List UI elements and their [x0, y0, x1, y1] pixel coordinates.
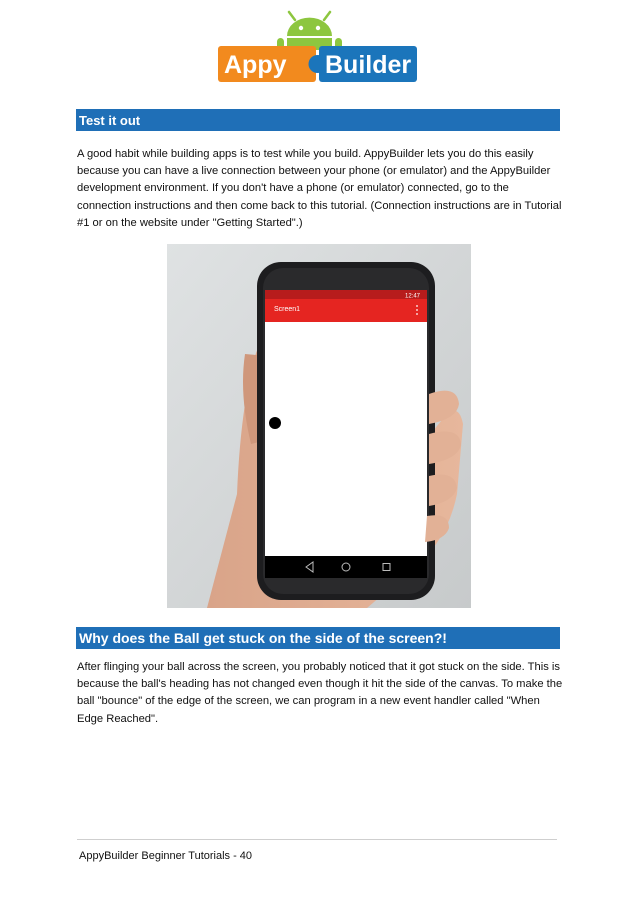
section-heading-text: Why does the Ball get stuck on the side of the screen?!: [79, 630, 447, 646]
section-heading-test-it-out: [76, 109, 560, 131]
section-paragraph: A good habit while building apps is to test while you build. AppyBuilder lets you do this easily because you can have a live connection between your phone (or emulator) and the AppyBuilder development environment. If you don't have a phone (or emulator) connected, go to the connection instructions and then come back to this tutorial. (Connection instructions are in Tutorial #1 or on the website under "Getting Started".): [77, 148, 562, 229]
phone-screen: [265, 290, 427, 556]
footer-divider: [77, 839, 557, 840]
ball-sprite: [269, 417, 281, 429]
hand-holding-phone-photo: [167, 244, 471, 608]
app-screen-title: Screen1: [274, 306, 301, 313]
appybuilder-logo: [215, 6, 420, 84]
logo-word-builder: Builder: [325, 51, 412, 79]
page-footer: AppyBuilder Beginner Tutorials - 40: [79, 850, 253, 862]
section-heading-text: Test it out: [79, 112, 141, 128]
status-time: 12:47: [405, 293, 421, 300]
overflow-menu-icon: [416, 305, 418, 315]
status-bar: [265, 290, 427, 299]
logo-word-appy: Appy: [224, 51, 287, 79]
section-paragraph: After flinging your ball across the screen, you probably noticed that it got stuck on the side. This is because the ball's heading has not changed even though it hit the side of the canvas. To make the ball "bounce" of the edge of the screen, we can program in a new event handler called "When Edge Reached".: [77, 661, 563, 725]
nav-bar: [265, 556, 427, 578]
section-heading-ball-stuck: [76, 627, 560, 649]
